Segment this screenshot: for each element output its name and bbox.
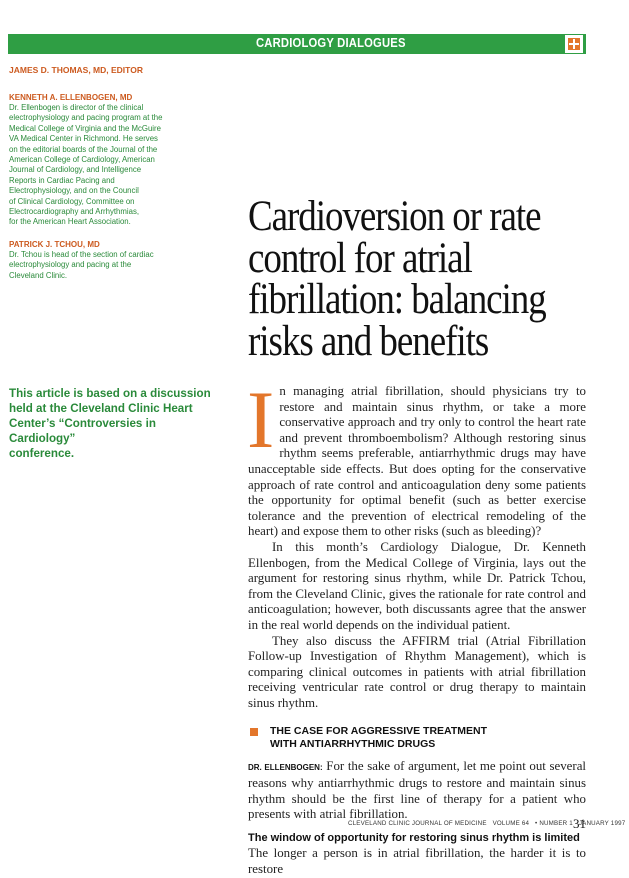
editor-credit: JAMES D. THOMAS, MD, EDITOR [9, 65, 143, 75]
section-heading-line: THE CASE FOR AGGRESSIVE TREATMENT [270, 725, 488, 738]
paragraph: In this month’s Cardiology Dialogue, Dr. Kenneth Ellenbogen, from the Medical College of Virginia, lays out the argument for restoring sinus rhythm, while Dr. Patrick Tchou, from the Cleveland Clinic, gives the rationale for rate control and anticoagulation; however, both discussants agree that the answer in the real world depends on the individual patient. [248, 539, 586, 632]
speaker-label: DR. ELLENBOGEN: [248, 763, 323, 773]
cross-logo-icon [565, 35, 583, 53]
bio-line: electrophysiology and pacing program at the [9, 113, 163, 123]
bio-line: Electrocardiography and Arrhythmias, [9, 207, 140, 217]
pullquote-line: Center’s “Controversies in Cardiology” [9, 417, 156, 445]
subheading: The window of opportunity for restoring sinus rhythm is limited [248, 831, 580, 844]
title-line: Cardioversion or rate [248, 193, 541, 240]
bio-line: Medical College of Virginia and the McGuire [9, 123, 161, 133]
section-heading-line: WITH ANTIARRHYTHMIC DRUGS [270, 738, 436, 751]
section-heading [248, 725, 586, 751]
section-banner [8, 34, 586, 54]
bio-line: Electrophysiology, and on the Council [9, 186, 139, 196]
pullquote [9, 386, 214, 461]
footer-journal: CLEVELAND CLINIC JOURNAL OF MEDICINE [348, 820, 487, 827]
pullquote-line: held at the Cleveland Clinic Heart [9, 402, 193, 415]
pullquote-line: This article is based on a discussion [9, 387, 211, 400]
footer-date: JANUARY 1997 [578, 820, 626, 827]
bio-line: Journal of Cardiology, and Intelligence [9, 165, 142, 175]
author-bio-tchou [9, 250, 199, 281]
paragraph [248, 759, 586, 822]
bio-line: Cleveland Clinic. [9, 270, 68, 280]
title-line: fibrillation: balancing [248, 276, 546, 323]
bio-line: electrophysiology and pacing at the [9, 260, 132, 270]
bio-line: Dr. Ellenbogen is director of the clinical [9, 103, 144, 112]
bio-line: VA Medical Center in Richmond. He serves [9, 134, 158, 144]
bio-line: American College of Cardiology, American [9, 155, 155, 165]
pullquote-line: conference. [9, 447, 75, 460]
page-footer [348, 820, 629, 827]
drop-cap: I [247, 374, 275, 465]
author-sidebar [9, 60, 199, 293]
bio-line: Dr. Tchou is head of the section of cardiac [9, 249, 154, 259]
intro-text: n managing atrial fibrillation, should physicians try to restore and maintain sinus rhythm, or take a more conservative approach and try only to control the heart rate and prevent thromboembolism? Although restoring sinus rhythm seems preferable, antiarrhythmic drugs may have unacceptable side effects. But does opting for the conservative approach of rate control and anticoagulation deny some patients the opportunity for optimal benefit (such as better exercise tolerance and the prevention of electrical remodeling of the heart) and expose them to other risks (such as bleeding)? [248, 384, 586, 539]
paragraph: They also discuss the AFFIRM trial (Atrial Fibrillation Follow-up Investigation of Rhythm Management), which is comparing clinical outcomes in patients with atrial fibrillation receiving ventricular rate control or drug therapy to maintain sinus rhythm. [248, 633, 586, 710]
footer-issue: • NUMBER 1 [535, 820, 573, 827]
bio-line: for the American Heart Association. [9, 217, 131, 227]
article-body [247, 374, 587, 878]
title-line: risks and benefits [248, 317, 489, 365]
author-bio-ellenbogen [9, 103, 199, 228]
page-number: 31 [573, 816, 586, 831]
banner-title: CARDIOLOGY DIALOGUES [256, 36, 406, 50]
paragraph: The longer a person is in atrial fibrillation, the harder it is to restore [248, 846, 586, 877]
bio-line: on the editorial boards of the Journal of the [9, 144, 158, 154]
footer-volume: VOLUME 64 [492, 820, 530, 827]
bio-line: Reports in Cardiac Pacing and [9, 175, 115, 185]
article-title [248, 193, 546, 365]
bio-line: of Clinical Cardiology, Committee on [9, 196, 135, 206]
author-name-tchou: PATRICK J. TCHOU, MD [9, 239, 100, 249]
speaker-text: For the sake of argument, let me point out several reasons why antiarrhythmic drugs to restore and maintain sinus rhythm should be the first line of therapy for a patient who presents with atrial fibrillation. [248, 759, 587, 822]
section-bullet-icon [250, 728, 258, 736]
title-line: control for atrial [248, 234, 472, 282]
author-name-ellenbogen: KENNETH A. ELLENBOGEN, MD [9, 93, 133, 102]
intro-paragraph [247, 374, 586, 540]
